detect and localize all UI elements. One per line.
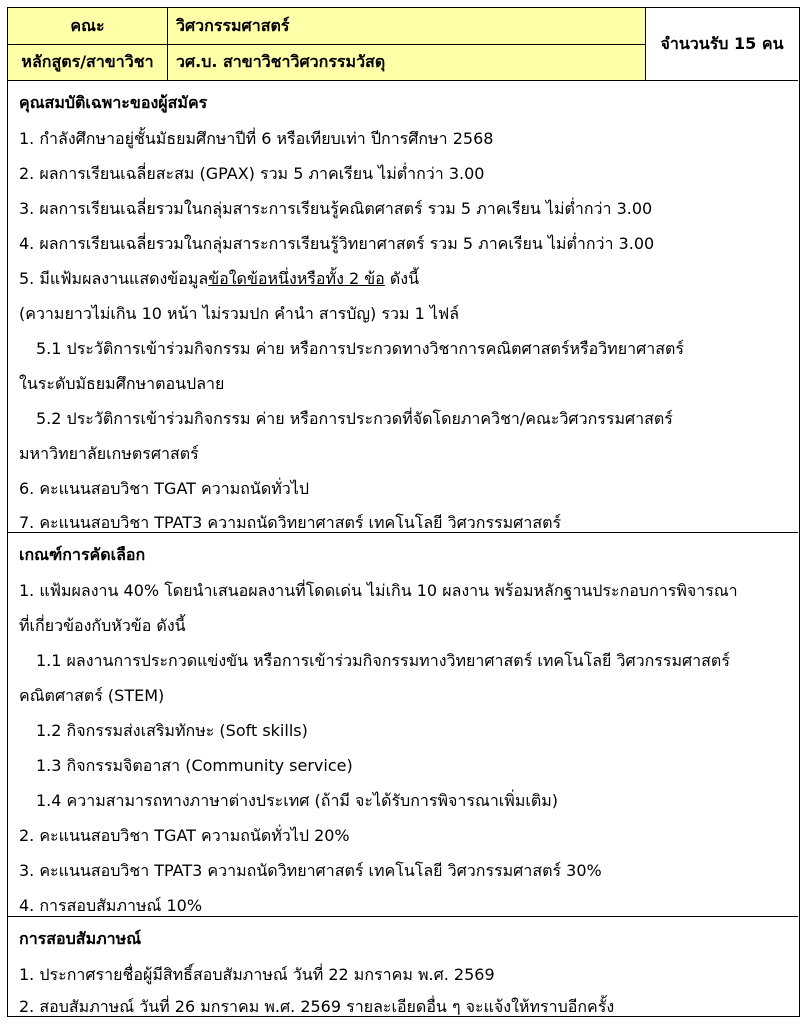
criteria-section: [8, 532, 798, 916]
criteria-item: 1. แฟ้มผลงาน 40% โดยนำเสนอผลงานที่โดดเด่น ไม่เกิน 10 ผลงาน พร้อมหลักฐานประกอบการพิจารณา: [19, 581, 738, 600]
sub-item-5-1: 5.1 ประวัติการเข้าร่วมกิจกรรม ค่าย หรือการประกวดทางวิชาการคณิตศาสตร์หรือวิทยาศาสตร์: [36, 339, 684, 358]
program-label: หลักสูตร/สาขาวิชา: [8, 45, 168, 80]
sub-item-1-1-cont: คณิตศาสตร์ (STEM): [19, 686, 165, 705]
qualifications-section: [8, 80, 798, 532]
portfolio-prefix: 5. มีแฟ้มผลงานแสดงข้อมูล: [19, 269, 209, 288]
sub-item-5-2-cont: มหาวิทยาลัยเกษตรศาสตร์: [19, 444, 199, 463]
portfolio-underlined: ข้อใดข้อหนึ่งหรือทั้ง 2 ข้อ: [208, 269, 385, 288]
interview-section: [8, 916, 798, 1016]
program-value: วศ.บ. สาขาวิชาวิศวกรรมวัสดุ: [168, 45, 646, 80]
faculty-label: คณะ: [8, 8, 168, 45]
interview-title: การสอบสัมภาษณ์: [19, 929, 142, 948]
criteria-item-cont: ที่เกี่ยวข้องกับหัวข้อ ดังนี้: [19, 616, 186, 635]
qualification-item: 1. กำลังศึกษาอยู่ชั้นมัธยมศึกษาปีที่ 6 หรือเทียบเท่า ปีการศึกษา 2568: [19, 129, 494, 148]
portfolio-suffix: ดังนี้: [384, 269, 420, 288]
sub-item-5-2: 5.2 ประวัติการเข้าร่วมกิจกรรม ค่าย หรือการประกวดที่จัดโดยภาควิชา/คณะวิศวกรรมศาสตร์: [36, 409, 673, 428]
qualification-item-portfolio: [19, 267, 419, 292]
qualification-item: 6. คะแนนสอบวิชา TGAT ความถนัดทั่วไป: [19, 479, 309, 498]
sub-item-1-2: 1.2 กิจกรรมส่งเสริมทักษะ (Soft skills): [36, 721, 308, 740]
quota-count: จำนวนรับ 15 คน: [660, 33, 784, 53]
criteria-item: 3. คะแนนสอบวิชา TPAT3 ความถนัดวิทยาศาสตร์ เทคโนโลยี วิศวกรรมศาสตร์ 30%: [19, 861, 602, 880]
sub-item-1-1: 1.1 ผลงานการประกวดแข่งขัน หรือการเข้าร่วมกิจกรรมทางวิทยาศาสตร์ เทคโนโลยี วิศวกรรมศาสตร์: [36, 651, 730, 670]
qualification-item: 7. คะแนนสอบวิชา TPAT3 ความถนัดวิทยาศาสตร์ เทคโนโลยี วิศวกรรมศาสตร์: [19, 513, 562, 532]
interview-item: 1. ประกาศรายชื่อผู้มีสิทธิ์สอบสัมภาษณ์ วันที่ 22 มกราคม พ.ศ. 2569: [19, 965, 495, 984]
interview-item: 2. สอบสัมภาษณ์ วันที่ 26 มกราคม พ.ศ. 2569 รายละเอียดอื่น ๆ จะแจ้งให้ทราบอีกครั้ง: [19, 997, 615, 1016]
qualifications-title: คุณสมบัติเฉพาะของผู้สมัคร: [19, 93, 208, 112]
table-header: [8, 8, 798, 80]
criteria-title: เกณฑ์การคัดเลือก: [19, 545, 146, 564]
sub-item-1-4: 1.4 ความสามารถทางภาษาต่างประเทศ (ถ้ามี จะได้รับการพิจารณาเพิ่มเติม): [36, 791, 559, 810]
sub-item-1-3: 1.3 กิจกรรมจิตอาสา (Community service): [36, 756, 353, 775]
qualification-item: 2. ผลการเรียนเฉลี่ยสะสม (GPAX) รวม 5 ภาคเรียน ไม่ต่ำกว่า 3.00: [19, 164, 485, 183]
criteria-item: 4. การสอบสัมภาษณ์ 10%: [19, 896, 203, 915]
qualification-item: 3. ผลการเรียนเฉลี่ยรวมในกลุ่มสาระการเรียนรู้คณิตศาสตร์ รวม 5 ภาคเรียน ไม่ต่ำกว่า 3.00: [19, 199, 653, 218]
sub-item-5-1-cont: ในระดับมัธยมศึกษาตอนปลาย: [19, 374, 225, 393]
faculty-value: วิศวกรรมศาสตร์: [168, 8, 646, 45]
portfolio-note: (ความยาวไม่เกิน 10 หน้า ไม่รวมปก คำนำ สารบัญ) รวม 1 ไฟล์: [19, 304, 460, 323]
qualification-item: 4. ผลการเรียนเฉลี่ยรวมในกลุ่มสาระการเรียนรู้วิทยาศาสตร์ รวม 5 ภาคเรียน ไม่ต่ำกว่า 3.00: [19, 234, 655, 253]
admission-table: [7, 7, 800, 1017]
criteria-item: 2. คะแนนสอบวิชา TGAT ความถนัดทั่วไป 20%: [19, 826, 350, 845]
